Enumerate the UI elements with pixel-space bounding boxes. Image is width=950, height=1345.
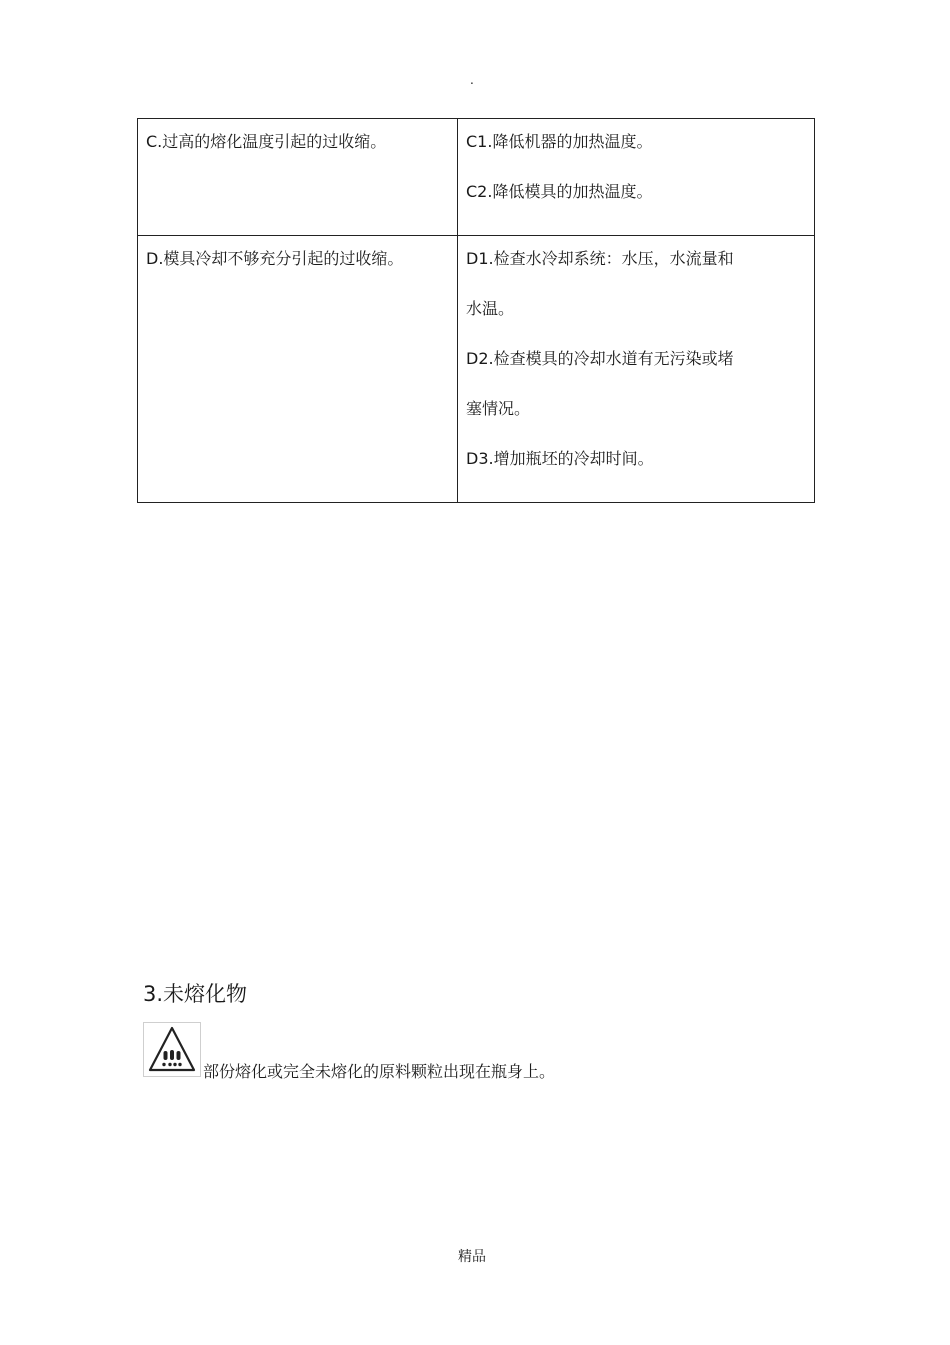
remedy-cell	[458, 119, 815, 236]
cause-remedy-table	[137, 118, 815, 503]
defect-description: 部份熔化或完全未熔化的原料颗粒出现在瓶身上。	[203, 1062, 556, 1081]
remedy-line: D1.检查水冷却系统：水压，水流量和	[466, 249, 734, 268]
page-header-dot: .	[470, 73, 474, 87]
remedy-cell	[458, 236, 815, 503]
remedy-line: C1.降低机器的加热温度。	[466, 132, 653, 151]
table-row	[138, 119, 815, 236]
cause-cell	[138, 236, 458, 503]
cause-cell	[138, 119, 458, 236]
page-footer: 精品	[458, 1249, 486, 1265]
remedy-line: D3.增加瓶坯的冷却时间。	[466, 449, 654, 468]
cause-text: C.过高的熔化温度引起的过收缩。	[146, 132, 387, 151]
table-row	[138, 236, 815, 503]
unmelted-particles-warning-icon	[143, 1022, 201, 1077]
cause-text: D.模具冷却不够充分引起的过收缩。	[146, 249, 404, 268]
section-heading: 3.未熔化物	[143, 982, 248, 1006]
remedy-line: C2.降低模具的加热温度。	[466, 182, 653, 201]
remedy-line: 水温。	[466, 299, 515, 318]
remedy-line: D2.检查模具的冷却水道有无污染或堵	[466, 349, 734, 368]
remedy-line: 塞情况。	[466, 399, 531, 418]
